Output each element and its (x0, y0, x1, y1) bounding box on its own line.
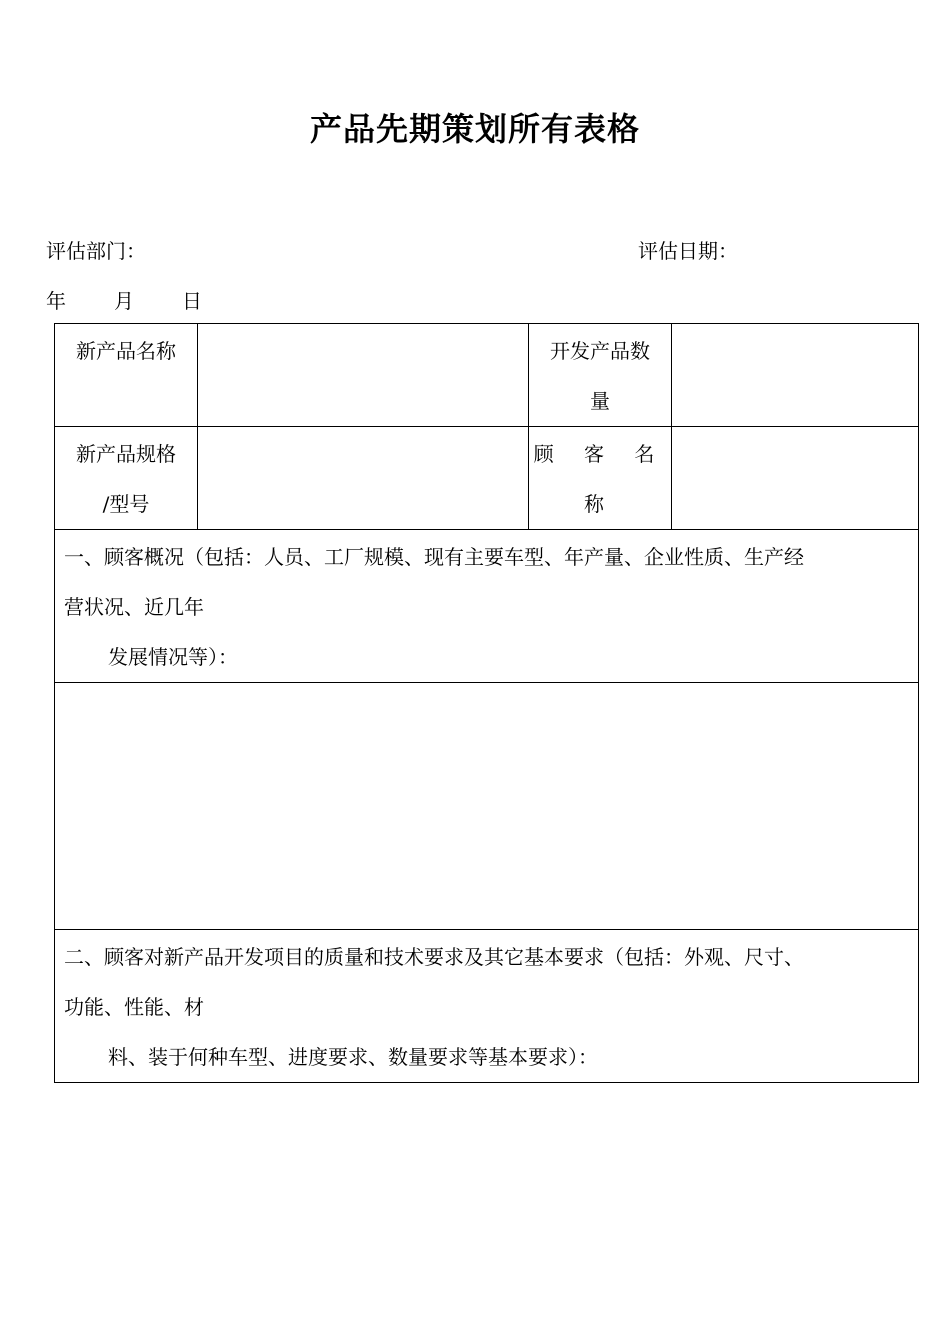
year-label: 年 (46, 289, 66, 313)
spec-label-line2: /型号 (102, 492, 150, 516)
evaluation-department-label: 评估部门： (46, 239, 146, 263)
month-label: 月 (114, 289, 134, 313)
day-label: 日 (182, 289, 202, 313)
spec-model-field[interactable] (198, 427, 529, 530)
section2-line1: 二、顾客对新产品开发项目的质量和技术要求及其它基本要求（包括：外观、尺寸、 (64, 945, 804, 969)
customer-name-text: 顾 客 名 称 (533, 442, 667, 516)
section2-line3: 料、装于何种车型、进度要求、数量要求等基本要求）： (108, 1045, 598, 1069)
product-name-label: 新产品名称 (55, 324, 198, 427)
table-row (55, 530, 919, 683)
section1-line3: 发展情况等）： (108, 645, 238, 669)
table-row (55, 427, 919, 530)
section1-line2: 营状况、近几年 (64, 595, 204, 619)
table-row (55, 324, 919, 427)
product-name-field[interactable] (198, 324, 529, 427)
page-title: 产品先期策划所有表格 (309, 110, 640, 148)
quantity-label (529, 324, 672, 427)
evaluation-date-label: 评估日期： (638, 239, 738, 263)
section2-line2: 功能、性能、材 (64, 995, 204, 1019)
section1-content-field[interactable] (55, 683, 919, 930)
quantity-label-line2: 量 (590, 389, 610, 413)
quantity-label-line1: 开发产品数 (550, 339, 650, 363)
section1-heading (55, 530, 919, 683)
table-row (55, 683, 919, 930)
section2-heading (55, 930, 919, 1083)
spec-label-line1: 新产品规格 (76, 442, 176, 466)
table-row (55, 930, 919, 1083)
evaluation-form-table (54, 323, 919, 1083)
quantity-field[interactable] (672, 324, 919, 427)
date-fields (46, 286, 346, 316)
section1-line1: 一、顾客概况（包括：人员、工厂规模、现有主要车型、年产量、企业性质、生产经 (64, 545, 804, 569)
spec-model-label (55, 427, 198, 530)
customer-name-label (529, 427, 672, 530)
customer-name-field[interactable] (672, 427, 919, 530)
